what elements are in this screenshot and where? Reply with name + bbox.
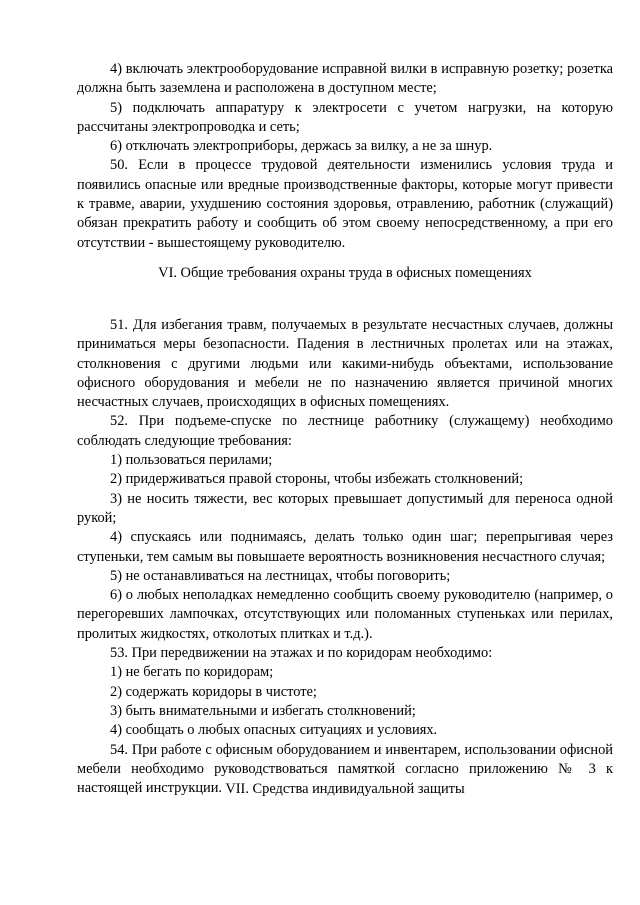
paragraph-52: 52. При подъеме-спуске по лестнице работнику (служащему) необходимо соблюдать следующие требования:	[77, 413, 613, 449]
list-item: 4) сообщать о любых опасных ситуациях и условиях.	[110, 722, 438, 739]
list-item: 6) отключать электроприборы, держась за вилку, а не за шнур.	[110, 138, 493, 155]
section-vii-title: VII. Средства индивидуальной защиты	[225, 781, 465, 797]
section-v-tail	[77, 60, 613, 253]
section-vi-body	[77, 316, 613, 798]
paragraph-51: 51. Для избегания травм, получаемых в результате несчастных случаев, должны приниматься меры безопасности. Падения в лестничных пролетах или на этажах, столкновения с другими людьми или какими-нибудь объектами, использование офисного оборудования и мебели не по назначению является причиной многих несчастных случаев, происходящих в офисных помещениях.	[77, 317, 613, 411]
section-vi-title: VI. Общие требования охраны труда в офисных помещениях	[158, 265, 532, 281]
list-item: 4) спускаясь или поднимаясь, делать только один шаг; перепрыгивая через ступеньки, тем самым вы повышаете вероятность возникновения несчастного случая;	[77, 529, 613, 565]
list-item: 5) подключать аппаратуру к электросети с учетом нагрузки, на которую рассчитаны электропроводка и сеть;	[77, 99, 613, 135]
paragraph-53: 53. При передвижении на этажах и по коридорам необходимо:	[110, 645, 493, 662]
list-item: 1) пользоваться перилами;	[110, 452, 273, 469]
list-item: 4) включать электрооборудование исправной вилки в исправную розетку; розетка должна быть заземлена и расположена в доступном месте;	[77, 61, 613, 97]
list-item: 5) не останавливаться на лестницах, чтобы поговорить;	[110, 567, 451, 584]
list-item: 2) содержать коридоры в чистоте;	[110, 683, 317, 700]
list-item: 3) быть внимательными и избегать столкновений;	[110, 702, 416, 719]
list-item: 1) не бегать по коридорам;	[110, 664, 274, 681]
paragraph-54: 54. При работе с офисным оборудованием и инвентарем, использовании офисной мебели необходимо руководствоваться памяткой согласно приложению № 3 к настоящей инструкции.	[77, 741, 613, 797]
list-item: 2) придерживаться правой стороны, чтобы избежать столкновений;	[110, 471, 524, 488]
list-item: 3) не носить тяжести, вес которых превышает допустимый для переноса одной рукой;	[77, 490, 613, 526]
paragraph-50: 50. Если в процессе трудовой деятельности изменились условия труда и появились опасные или вредные производственные факторы, которые могут привести к травме, аварии, ухудшению состояния здоровья, отравлению, работник (служащий) обязан прекратить работу и сообщить об этом своему непосредственному, а при его отсутствии - вышестоящему руководителю.	[77, 157, 613, 251]
list-item: 6) о любых неполадках немедленно сообщить своему руководителю (например, о перегоревших лампочках, отсутствующих или поломанных ступеньках или перилах, пролитых жидкостях, отколотых плитках и т.д.).	[77, 587, 613, 642]
